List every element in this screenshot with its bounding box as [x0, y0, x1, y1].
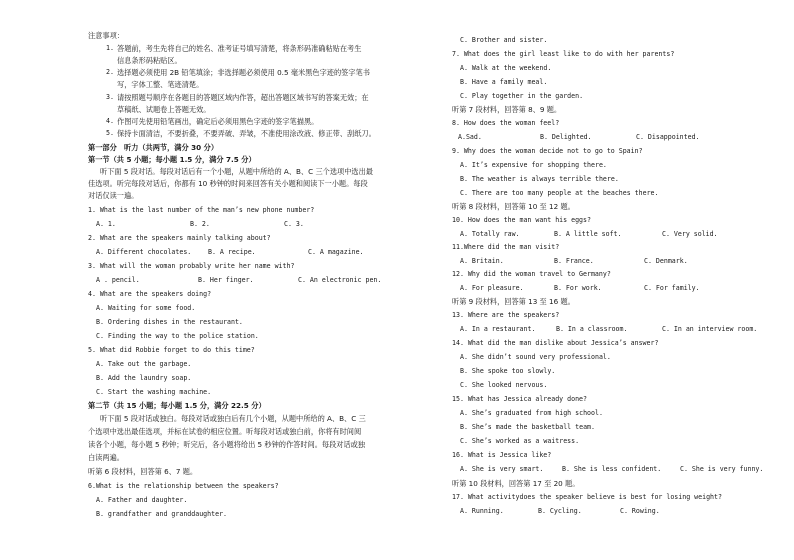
q14-opt-c: C. She looked nervous.: [460, 381, 548, 389]
q11-opt-c: C. Denmark.: [644, 257, 688, 265]
notes-title: 注意事项：: [88, 31, 124, 40]
q14-opt-a: A. She didn’t sound very professional.: [460, 353, 611, 361]
material-10-instruction: 听第 10 段材料，回答第 17 至 20 题。: [452, 479, 580, 488]
material-6-instruction: 听第 6 段材料，回答第 6、7 题。: [88, 467, 198, 476]
q7-stem: 7. What does the girl least like to do with her parents?: [452, 50, 675, 58]
q3-opt-a: A . pencil.: [96, 276, 140, 284]
q11-stem: 11.Where did the man visit?: [452, 243, 560, 251]
q2-opt-c: C. A magazine.: [308, 248, 364, 256]
sec2-intro-line-3: 读各个小题，每小题 5 秒钟；听完后，各小题将给出 5 秒钟的作答时间。每段对话或独: [88, 440, 366, 449]
q5-opt-c: C. Start the washing machine.: [96, 388, 212, 396]
material-8-instruction: 听第 8 段材料，回答第 10 至 12 题。: [452, 202, 575, 211]
q10-opt-a: A. Totally raw.: [460, 230, 520, 238]
q11-opt-a: A. Britain.: [460, 257, 504, 265]
note-3-num: 3.: [106, 93, 114, 101]
material-7-instruction: 听第 7 段材料，回答第 8、9 题。: [452, 105, 562, 114]
q4-opt-b: B. Ordering dishes in the restaurant.: [96, 318, 243, 326]
q9-opt-c: C. There are too many people at the beaches there.: [460, 189, 659, 197]
q9-stem: 9. Why does the woman decide not to go to Spain?: [452, 147, 643, 155]
q13-stem: 13. Where are the speakers?: [452, 311, 560, 319]
q10-opt-b: B. A little soft.: [554, 230, 622, 238]
note-4-line-1: 作图可先使用铅笔画出，确定后必须用黑色字迹的签字笔描黑。: [117, 117, 319, 126]
note-5-num: 5.: [106, 129, 114, 137]
q4-stem: 4. What are the speakers doing?: [88, 290, 212, 298]
q15-stem: 15. What has Jessica already done?: [452, 395, 587, 403]
q5-opt-a: A. Take out the garbage.: [96, 360, 192, 368]
q6-stem: 6.What is the relationship between the speakers?: [88, 482, 279, 490]
q15-opt-c: C. She’s worked as a waitress.: [460, 437, 580, 445]
q7-opt-b: B. Have a family meal.: [460, 78, 548, 86]
q12-opt-b: B. For work.: [554, 284, 602, 292]
q17-opt-a: A. Running.: [460, 507, 504, 515]
note-1-line-1: 答题前，考生先将自己的姓名、准考证号填写清楚，将条形码准确粘贴在考生: [117, 44, 362, 53]
note-2-num: 2.: [106, 68, 114, 76]
q10-opt-c: C. Very solid.: [662, 230, 718, 238]
q3-opt-c: C. An electronic pen.: [298, 276, 382, 284]
q5-stem: 5. What did Robbie forget to do this time?: [88, 346, 255, 354]
q11-opt-b: B. France.: [554, 257, 594, 265]
note-3-line-1: 请按照题号顺序在各题目的答题区域内作答，超出答题区域书写的答案无效；在: [117, 93, 369, 102]
q14-stem: 14. What did the man dislike about Jessica’s answer?: [452, 339, 659, 347]
part1-title: 第一部分 听力（共两节，满分 30 分）: [88, 143, 219, 152]
sec2-intro-line-4: 白读两遍。: [88, 453, 124, 462]
q1-opt-b: B. 2.: [190, 220, 210, 228]
sec1-title: 第一节（共 5 小题；每小题 1.5 分，满分 7.5 分）: [88, 155, 256, 164]
note-4-num: 4.: [106, 117, 114, 125]
q16-opt-a: A. She is very smart.: [460, 465, 544, 473]
q16-opt-c: C. She is very funny.: [680, 465, 764, 473]
note-1-line-2: 信息条形码粘贴区。: [117, 56, 182, 65]
q17-opt-c: C. Rowing.: [620, 507, 660, 515]
q8-opt-c: C. Disappointed.: [636, 133, 700, 141]
q9-opt-b: B. The weather is always terrible there.: [460, 175, 619, 183]
q2-opt-b: B. A recipe.: [208, 248, 256, 256]
q16-opt-b: B. She is less confident.: [562, 465, 662, 473]
q6-opt-a: A. Father and daughter.: [96, 496, 188, 504]
sec1-intro-line-3: 对话仅读一遍。: [88, 191, 139, 200]
sec2-intro-line-1: 听下面 5 段对话或独白。每段对话或独白后有几个小题，从题中所给的 A、B、C 三: [100, 414, 366, 423]
q15-opt-b: B. She’s made the basketball team.: [460, 423, 595, 431]
q3-opt-b: B. Her finger.: [198, 276, 254, 284]
q1-opt-a: A. 1.: [96, 220, 116, 228]
q2-stem: 2. What are the speakers mainly talking about?: [88, 234, 271, 242]
q9-opt-a: A. It’s expensive for shopping there.: [460, 161, 607, 169]
q17-opt-b: B. Cycling.: [538, 507, 582, 515]
material-9-instruction: 听第 9 段材料，回答第 13 至 16 题。: [452, 297, 575, 306]
q8-opt-a: A.Sad.: [458, 133, 482, 141]
q5-opt-b: B. Add the laundry soap.: [96, 374, 192, 382]
q16-stem: 16. What is Jessica like?: [452, 451, 552, 459]
q14-opt-b: B. She spoke too slowly.: [460, 367, 556, 375]
q12-opt-a: A. For pleasure.: [460, 284, 524, 292]
q2-opt-a: A. Different chocolates.: [96, 248, 192, 256]
note-3-line-2: 草稿纸、试题卷上答题无效。: [117, 105, 211, 114]
q13-opt-a: A. In a restaurant.: [460, 325, 536, 333]
note-2-line-1: 选择题必须使用 2B 铅笔填涂；非选择题必须使用 0.5 毫米黑色字迹的签字笔书: [117, 68, 370, 77]
q13-opt-b: B. In a classroom.: [556, 325, 628, 333]
q7-opt-a: A. Walk at the weekend.: [460, 64, 552, 72]
sec2-intro-line-2: 个选项中选出最佳选项，并标在试卷的相应位置。听每段对话或独白前，你将有时间阅: [88, 427, 362, 436]
q15-opt-a: A. She’s graduated from high school.: [460, 409, 603, 417]
sec2-title: 第二节（共 15 小题；每小题 1.5 分，满分 22.5 分）: [88, 401, 266, 410]
sec1-intro-line-1: 听下面 5 段对话。每段对话后有一个小题，从题中所给的 A、B、C 三个选项中选出最: [100, 167, 373, 176]
sec1-intro-line-2: 佳选项。听完每段对话后，你都有 10 秒钟的时间来回答有关小题和阅读下一小题。每段: [88, 179, 368, 188]
note-2-line-2: 写，字体工整、笔迹清楚。: [117, 80, 204, 89]
q17-stem: 17. What activitydoes the speaker believe is best for losing weight?: [452, 493, 722, 501]
q6-opt-c: C. Brother and sister.: [460, 36, 548, 44]
q1-opt-c: C. 3.: [284, 220, 304, 228]
q13-opt-c: C. In an interview room.: [662, 325, 758, 333]
q12-stem: 12. Why did the woman travel to Germany?: [452, 270, 611, 278]
q8-opt-b: B. Delighted.: [540, 133, 592, 141]
q6-opt-b: B. grandfather and granddaughter.: [96, 510, 228, 518]
q8-stem: 8. How does the woman feel?: [452, 119, 560, 127]
q10-stem: 10. How does the man want his eggs?: [452, 216, 591, 224]
q3-stem: 3. What will the woman probably write her name with?: [88, 262, 295, 270]
note-5-line-1: 保持卡面清洁，不要折叠，不要弄破、弄皱，不准使用涂改液、修正带、刮纸刀。: [117, 129, 376, 138]
q1-stem: 1. What is the last number of the man’s new phone number?: [88, 206, 315, 214]
q4-opt-c: C. Finding the way to the police station.: [96, 332, 259, 340]
q4-opt-a: A. Waiting for some food.: [96, 304, 196, 312]
q12-opt-c: C. For family.: [644, 284, 700, 292]
note-1-num: 1.: [106, 44, 114, 52]
q7-opt-c: C. Play together in the garden.: [460, 92, 584, 100]
